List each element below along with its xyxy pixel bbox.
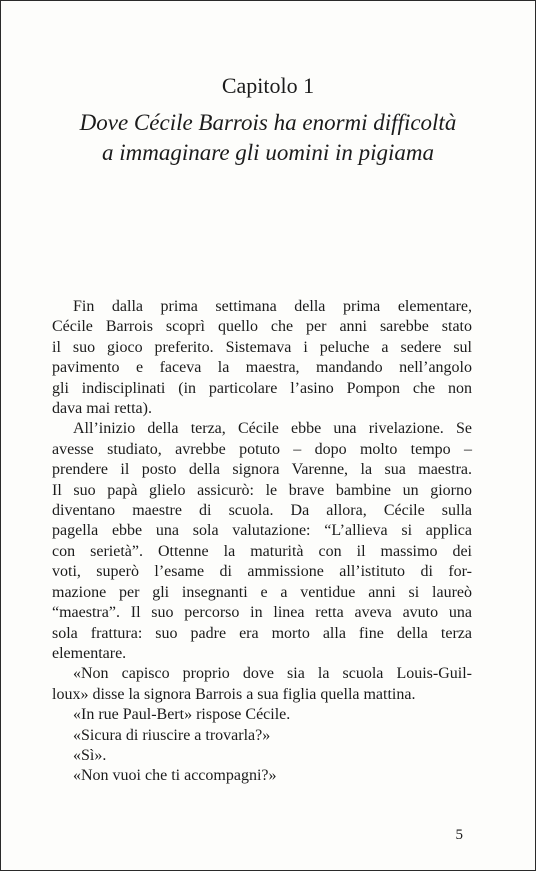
- text-line: avesse studiato, avrebbe potuto – dopo molto tempo –: [52, 440, 472, 458]
- chapter-title-line: a immaginare gli uomini in pigiama: [101, 140, 434, 165]
- text-line: «In rue Paul-Bert» rispose Cécile.: [73, 706, 291, 724]
- text-line: con serietà”. Ottenne la maturità con il massimo dei: [52, 542, 472, 560]
- text-line: Cécile Barrois scoprì quello che per anni sarebbe stato: [52, 318, 472, 336]
- text-line: gli indisciplinati (in particolare l’asino Pompon che non: [52, 379, 472, 397]
- text-line: diventano maestre di scuola. Da allora, Cécile sulla: [52, 502, 472, 520]
- text-line: Il suo papà glielo assicurò: le brave bambine un giorno: [52, 481, 472, 499]
- chapter-title: [1, 108, 535, 168]
- text-line: dava mai retta).: [52, 400, 152, 418]
- text-line: «Non capisco proprio dove sia la scuola Louis-Guil-: [73, 665, 472, 683]
- paragraph: [52, 419, 472, 664]
- text-line: mazione per gli insegnanti e a ventidue anni si laureò: [52, 583, 472, 601]
- text-line: prendere il posto della signora Varenne, la sua maestra.: [52, 461, 472, 479]
- text-line: «Sì».: [73, 746, 107, 764]
- paragraph: [52, 726, 472, 746]
- text-line: elementare.: [52, 644, 127, 662]
- paragraph: [52, 705, 472, 725]
- body-text: [52, 297, 472, 787]
- page-number: 5: [455, 827, 463, 843]
- text-line: il suo gioco preferito. Sistemava i peluche a sedere sul: [52, 338, 472, 356]
- chapter-title-line: Dove Cécile Barrois ha enormi difficoltà: [79, 110, 457, 135]
- text-line: «Non vuoi che ti accompagni?»: [73, 767, 277, 785]
- text-line: All’inizio della terza, Cécile ebbe una rivelazione. Se: [73, 420, 472, 438]
- text-line: voti, superò l’esame di ammissione all’istituto di for-: [52, 563, 472, 581]
- text-line: pagella ebbe una sola valutazione: “L’allieva si applica: [52, 522, 472, 540]
- paragraph: [52, 746, 472, 766]
- text-line: Fin dalla prima settimana della prima elementare,: [73, 298, 472, 315]
- paragraph: [52, 664, 472, 705]
- paragraph: [52, 297, 472, 419]
- text-line: loux» disse la signora Barrois a sua figlia quella mattina.: [52, 685, 416, 703]
- text-line: sola frattura: suo padre era morto alla fine della terza: [52, 624, 472, 642]
- chapter-number: Capitolo 1: [221, 73, 315, 98]
- text-line: “maestra”. Il suo percorso in linea retta aveva avuto una: [52, 604, 472, 622]
- text-line: «Sicura di riuscire a trovarla?»: [73, 726, 271, 744]
- text-line: pavimento e faceva la maestra, mandando nell’angolo: [52, 359, 472, 377]
- paragraph: [52, 766, 472, 786]
